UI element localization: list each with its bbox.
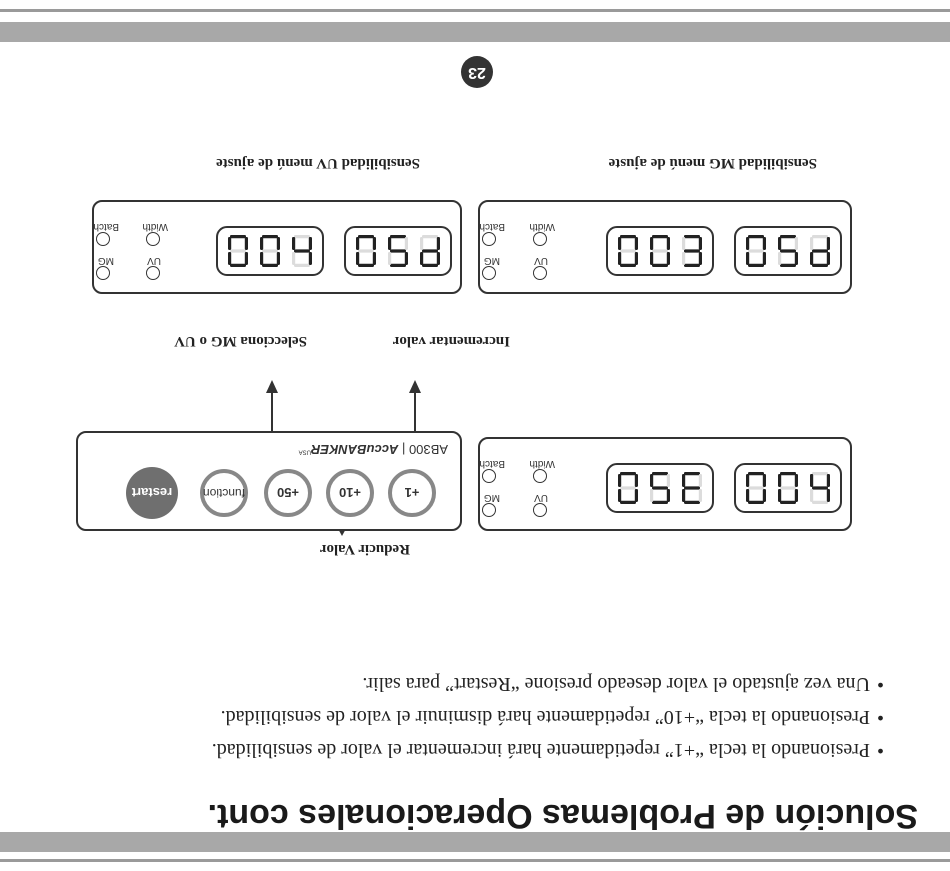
mg-led (96, 266, 110, 280)
keypad-panel (76, 431, 462, 531)
segment (260, 252, 263, 265)
model-label: AB300 (408, 442, 448, 457)
plus-50-key[interactable]: +50 (264, 469, 312, 517)
segment (635, 474, 638, 487)
segment (780, 486, 796, 489)
segment (373, 252, 376, 265)
arrow-down-icon (264, 379, 280, 431)
segment (667, 252, 670, 265)
segment (294, 264, 310, 267)
segment (795, 489, 798, 502)
batch-led-label: Batch (93, 221, 119, 232)
segment (812, 486, 828, 489)
batch-led-label: Batch (479, 458, 505, 469)
segment (746, 252, 749, 265)
segment (262, 235, 278, 238)
segment (652, 235, 668, 238)
mg-led-label: MG (97, 255, 114, 266)
instruction-list (110, 666, 870, 765)
uv-menu-caption: Sensibilidad UV menú de ajuste (216, 155, 420, 171)
segment (684, 472, 700, 475)
segment (262, 264, 278, 267)
segment (810, 489, 813, 502)
segment (682, 489, 685, 502)
left-display (734, 463, 842, 513)
segment (827, 474, 830, 487)
segment (358, 249, 374, 252)
segment (684, 486, 700, 489)
seven-segment-display (346, 228, 450, 274)
segment (780, 249, 796, 252)
segment (620, 264, 636, 267)
segment (763, 237, 766, 250)
segment (699, 237, 702, 250)
segment (812, 501, 828, 504)
display-panel-initial (478, 437, 852, 531)
segment (748, 249, 764, 252)
segment (763, 474, 766, 487)
display-panel-mg (478, 200, 852, 294)
segment (748, 486, 764, 489)
segment (682, 237, 685, 250)
width-led-label: Width (529, 458, 555, 469)
segment (373, 237, 376, 250)
brand-logo: AB300 | AccuBANKER$^{USA}$ (298, 442, 448, 457)
segment (390, 235, 406, 238)
segment (684, 249, 700, 252)
segment (635, 489, 638, 502)
segment (277, 237, 280, 250)
segment (390, 264, 406, 267)
segment (358, 235, 374, 238)
segment (746, 489, 749, 502)
instruction-item: • Presionando la tecla “+1” repetidamente hará incrementar el valor de sensibilidad. (110, 734, 870, 765)
mg-menu-caption: Sensibilidad MG menú de ajuste (608, 155, 817, 171)
segment (812, 235, 828, 238)
segment (810, 237, 813, 250)
segment (620, 472, 636, 475)
segment (650, 474, 653, 487)
batch-led-label: Batch (479, 221, 505, 232)
segment (780, 472, 796, 475)
seven-segment-display (736, 465, 840, 511)
uv-led (533, 503, 547, 517)
segment (420, 252, 423, 265)
segment (437, 237, 440, 250)
segment (812, 472, 828, 475)
uv-led-label: UV (534, 255, 548, 266)
segment (652, 249, 668, 252)
segment (763, 489, 766, 502)
segment (778, 489, 781, 502)
segment (292, 252, 295, 265)
width-led (533, 469, 547, 483)
plus-1-key[interactable]: +1 (388, 469, 436, 517)
segment (230, 264, 246, 267)
left-display (734, 226, 842, 276)
segment (356, 237, 359, 250)
segment (827, 489, 830, 502)
segment (422, 264, 438, 267)
segment (228, 252, 231, 265)
segment (618, 474, 621, 487)
segment (746, 474, 749, 487)
segment (230, 235, 246, 238)
segment (699, 474, 702, 487)
brand-sup: USA (298, 448, 311, 455)
segment (620, 486, 636, 489)
segment (277, 252, 280, 265)
segment (699, 252, 702, 265)
segment (684, 264, 700, 267)
section-title: Solución de Problemas Operacionales cont. (207, 797, 918, 835)
batch-led (482, 469, 496, 483)
segment (618, 237, 621, 250)
segment (405, 252, 408, 265)
segment (748, 235, 764, 238)
segment (260, 237, 263, 250)
segment (763, 252, 766, 265)
seven-segment-display (218, 228, 322, 274)
uv-led (146, 266, 160, 280)
reduce-value-label: Reducir Valor (319, 541, 410, 557)
segment (699, 489, 702, 502)
segment (795, 237, 798, 250)
segment (292, 237, 295, 250)
segment (667, 474, 670, 487)
segment (388, 252, 391, 265)
segment (748, 472, 764, 475)
mg-led (482, 503, 496, 517)
segment (309, 252, 312, 265)
instruction-item: • Una vez ajustado el valor deseado presione “Restart” para salir. (110, 668, 870, 699)
segment (309, 237, 312, 250)
segment (650, 489, 653, 502)
header-rule-thin (0, 9, 950, 12)
uv-led (533, 266, 547, 280)
segment (778, 474, 781, 487)
left-display (344, 226, 452, 276)
segment (748, 501, 764, 504)
width-led (146, 232, 160, 246)
segment (228, 237, 231, 250)
segment (618, 489, 621, 502)
header-rule-thick (0, 22, 950, 42)
segment (748, 264, 764, 267)
brand-name: AccuBANKER (310, 442, 399, 457)
segment (650, 237, 653, 250)
segment (812, 264, 828, 267)
plus-10-key[interactable]: +10 (326, 469, 374, 517)
segment (780, 264, 796, 267)
segment (620, 249, 636, 252)
segment (778, 237, 781, 250)
segment (437, 252, 440, 265)
footer-rule-thin (0, 859, 950, 862)
uv-led-label: UV (147, 255, 161, 266)
segment (682, 252, 685, 265)
restart-key[interactable]: restart (126, 467, 178, 519)
segment (635, 252, 638, 265)
segment (682, 474, 685, 487)
function-key[interactable]: function (200, 469, 248, 517)
segment (422, 249, 438, 252)
footer-rule-thick (0, 832, 950, 852)
arrow-down-icon (407, 379, 423, 431)
segment (778, 252, 781, 265)
width-led-label: Width (529, 221, 555, 232)
seven-segment-display (608, 228, 712, 274)
segment (810, 474, 813, 487)
select-mg-uv-label: Selecciona MG o UV (174, 333, 307, 349)
mg-led-label: MG (483, 492, 500, 503)
segment (684, 501, 700, 504)
segment (812, 249, 828, 252)
seven-segment-display (608, 465, 712, 511)
segment (620, 235, 636, 238)
segment (650, 252, 653, 265)
segment (618, 252, 621, 265)
segment (262, 249, 278, 252)
right-display (606, 226, 714, 276)
mg-led (482, 266, 496, 280)
right-display (606, 463, 714, 513)
segment (245, 237, 248, 250)
segment (652, 501, 668, 504)
segment (422, 235, 438, 238)
segment (358, 264, 374, 267)
segment (684, 235, 700, 238)
segment (420, 237, 423, 250)
segment (810, 252, 813, 265)
batch-led (482, 232, 496, 246)
segment (780, 235, 796, 238)
segment (294, 235, 310, 238)
segment (356, 252, 359, 265)
segment (795, 252, 798, 265)
segment (294, 249, 310, 252)
instruction-item: • Presionando la tecla “+10” repetidamente hará disminuir el valor de sensibilidad. (110, 701, 870, 732)
segment (667, 237, 670, 250)
segment (390, 249, 406, 252)
segment (827, 237, 830, 250)
segment (667, 489, 670, 502)
segment (405, 237, 408, 250)
segment (652, 486, 668, 489)
right-display (216, 226, 324, 276)
segment (635, 237, 638, 250)
display-panel-uv (92, 200, 462, 294)
segment (780, 501, 796, 504)
uv-led-label: UV (534, 492, 548, 503)
segment (652, 264, 668, 267)
batch-led (96, 232, 110, 246)
seven-segment-display (736, 228, 840, 274)
segment (388, 237, 391, 250)
segment (827, 252, 830, 265)
segment (620, 501, 636, 504)
mg-led-label: MG (483, 255, 500, 266)
segment (230, 249, 246, 252)
width-led-label: Width (142, 221, 168, 232)
segment (245, 252, 248, 265)
segment (795, 474, 798, 487)
increase-value-label: Incrementar valor (392, 333, 510, 349)
width-led (533, 232, 547, 246)
page-number-badge: 23 (461, 56, 493, 88)
segment (652, 472, 668, 475)
segment (746, 237, 749, 250)
